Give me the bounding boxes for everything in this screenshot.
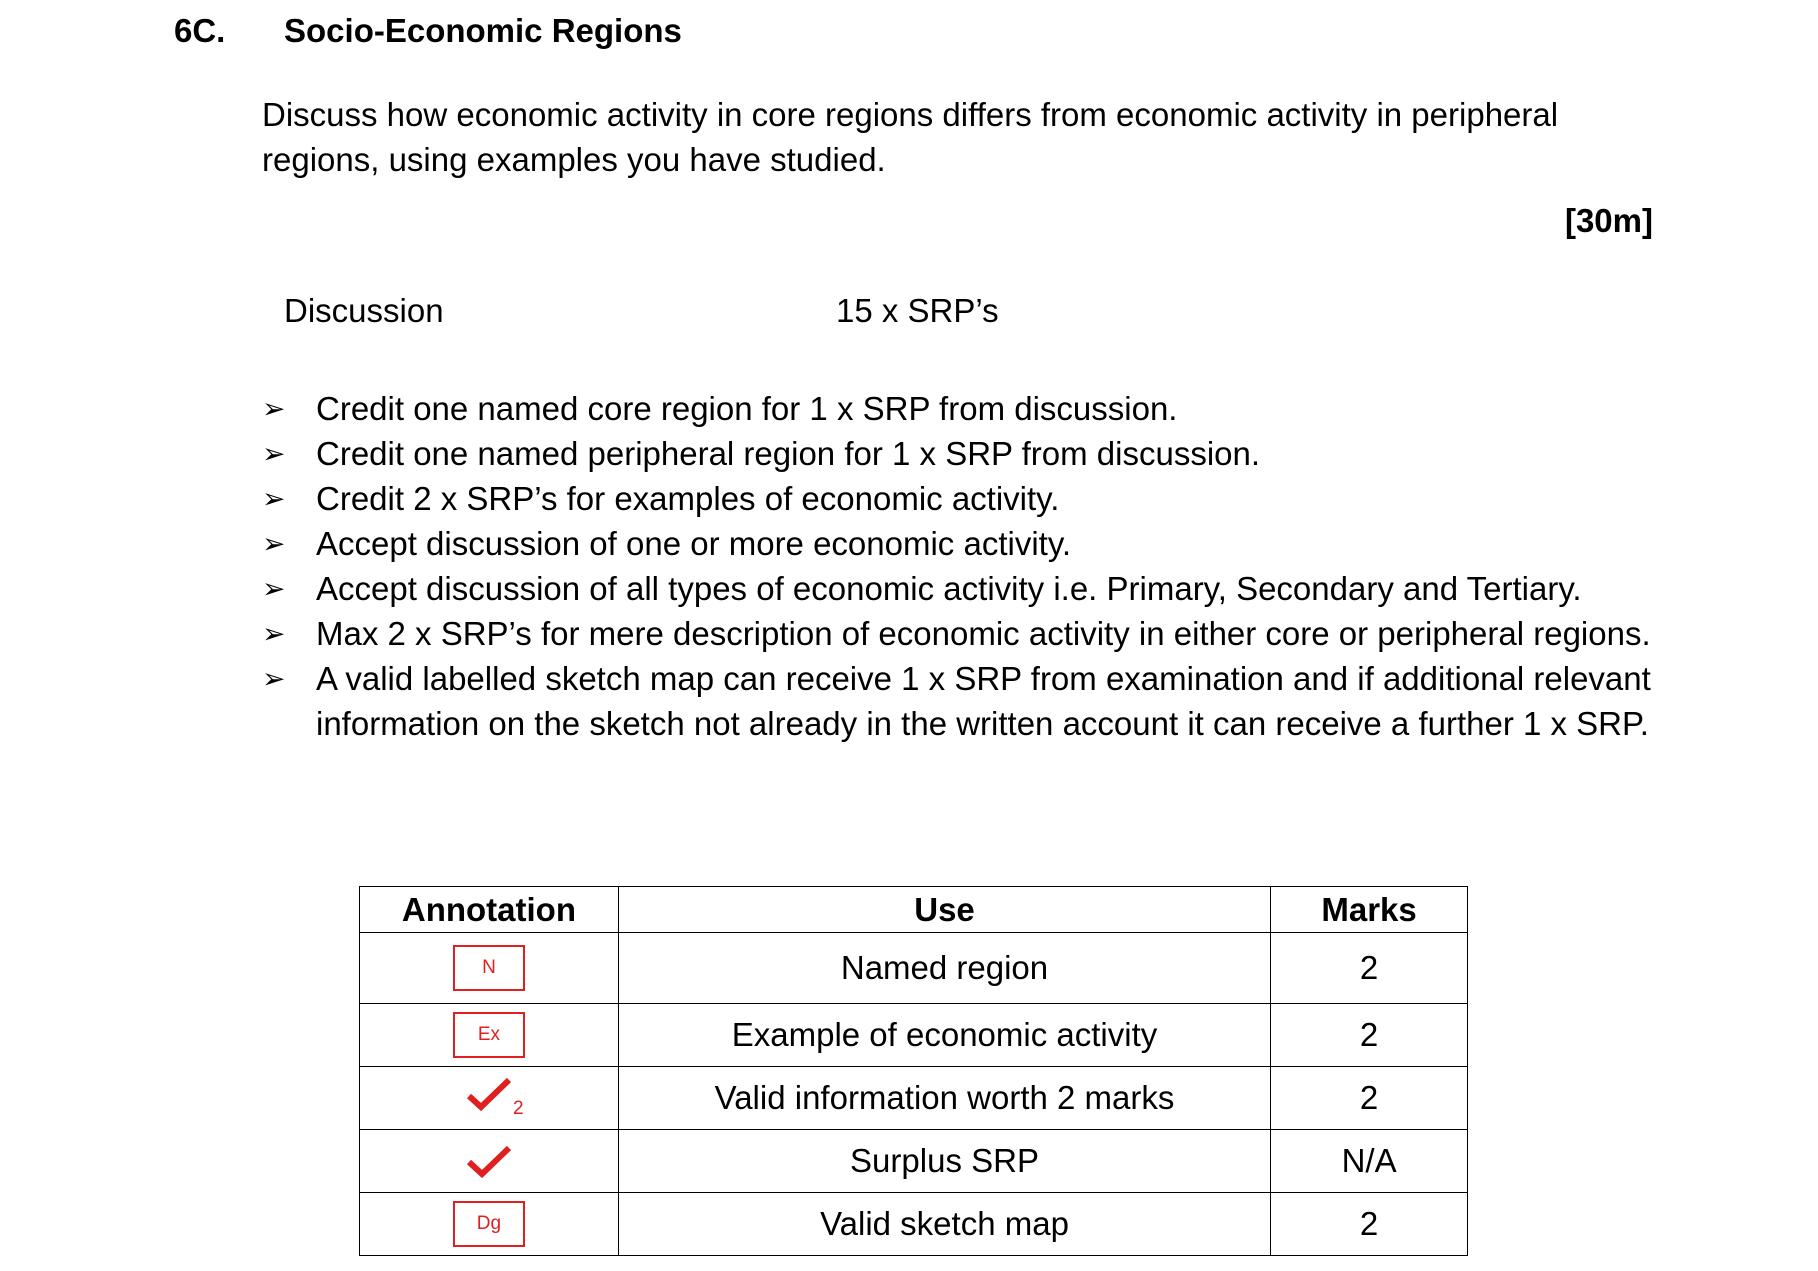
column-header-annotation: Annotation — [360, 887, 619, 933]
question-number: 6C. — [174, 12, 226, 49]
list-item: ➢ Credit 2 x SRP’s for examples of economic activity. — [262, 476, 1662, 521]
arrowhead-bullet-icon: ➢ — [262, 393, 286, 424]
marks-cell: N/A — [1271, 1130, 1468, 1193]
annotation-table — [359, 886, 1468, 1256]
total-marks: [30m] — [1564, 202, 1653, 239]
list-item: ➢ Accept discussion of one or more economic activity. — [262, 521, 1662, 566]
table-row — [360, 1130, 1468, 1193]
table-row — [360, 1004, 1468, 1067]
table-row — [360, 933, 1468, 1004]
annotation-cell — [360, 1004, 619, 1067]
discussion-label: Discussion — [284, 292, 444, 329]
arrowhead-bullet-icon: ➢ — [262, 618, 286, 649]
table-row — [360, 1193, 1468, 1256]
use-cell: Valid information worth 2 marks — [618, 1067, 1270, 1130]
red-tick-icon — [465, 1074, 513, 1114]
marks-cell: 2 — [1271, 1004, 1468, 1067]
tick-subscript: 2 — [512, 1098, 524, 1119]
tick-with-subscript — [465, 1074, 524, 1122]
red-tick-icon — [465, 1142, 513, 1182]
example-stamp: Ex — [453, 1012, 525, 1058]
arrowhead-bullet-icon: ➢ — [262, 663, 286, 694]
list-item: ➢ Accept discussion of all types of economic activity i.e. Primary, Secondary and Tertiary. — [262, 566, 1662, 611]
annotation-cell — [360, 1130, 619, 1193]
table-header-row — [360, 887, 1468, 933]
discussion-srp-count: 15 x SRP’s — [836, 292, 999, 329]
diagram-stamp: Dg — [453, 1201, 525, 1247]
arrowhead-bullet-icon: ➢ — [262, 438, 286, 469]
use-cell: Surplus SRP — [618, 1130, 1270, 1193]
annotation-cell — [360, 933, 619, 1004]
list-item: ➢ Max 2 x SRP’s for mere description of economic activity in either core or peripheral regions. — [262, 611, 1662, 656]
marks-cell: 2 — [1271, 933, 1468, 1004]
marking-guidelines-list — [262, 386, 1662, 746]
list-item: ➢ A valid labelled sketch map can receive 1 x SRP from examination and if additional relevant information on the sketch not already in the written account it can receive a further 1 x SRP. — [262, 656, 1662, 746]
column-header-use: Use — [618, 887, 1270, 933]
use-cell: Named region — [618, 933, 1270, 1004]
named-region-stamp: N — [453, 945, 525, 991]
annotation-cell — [360, 1193, 619, 1256]
marks-cell: 2 — [1271, 1193, 1468, 1256]
marks-cell: 2 — [1271, 1067, 1468, 1130]
column-header-marks: Marks — [1271, 887, 1468, 933]
arrowhead-bullet-icon: ➢ — [262, 483, 286, 514]
use-cell: Example of economic activity — [618, 1004, 1270, 1067]
annotation-cell — [360, 1067, 619, 1130]
list-item: ➢ Credit one named peripheral region for 1 x SRP from discussion. — [262, 431, 1662, 476]
table-row — [360, 1067, 1468, 1130]
use-cell: Valid sketch map — [618, 1193, 1270, 1256]
arrowhead-bullet-icon: ➢ — [262, 573, 286, 604]
list-item: ➢ Credit one named core region for 1 x SRP from discussion. — [262, 386, 1662, 431]
arrowhead-bullet-icon: ➢ — [262, 528, 286, 559]
question-text: Discuss how economic activity in core regions differs from economic activity in peripheral regions, using examples you have studied. — [262, 96, 1559, 178]
section-title: Socio-Economic Regions — [284, 12, 682, 49]
